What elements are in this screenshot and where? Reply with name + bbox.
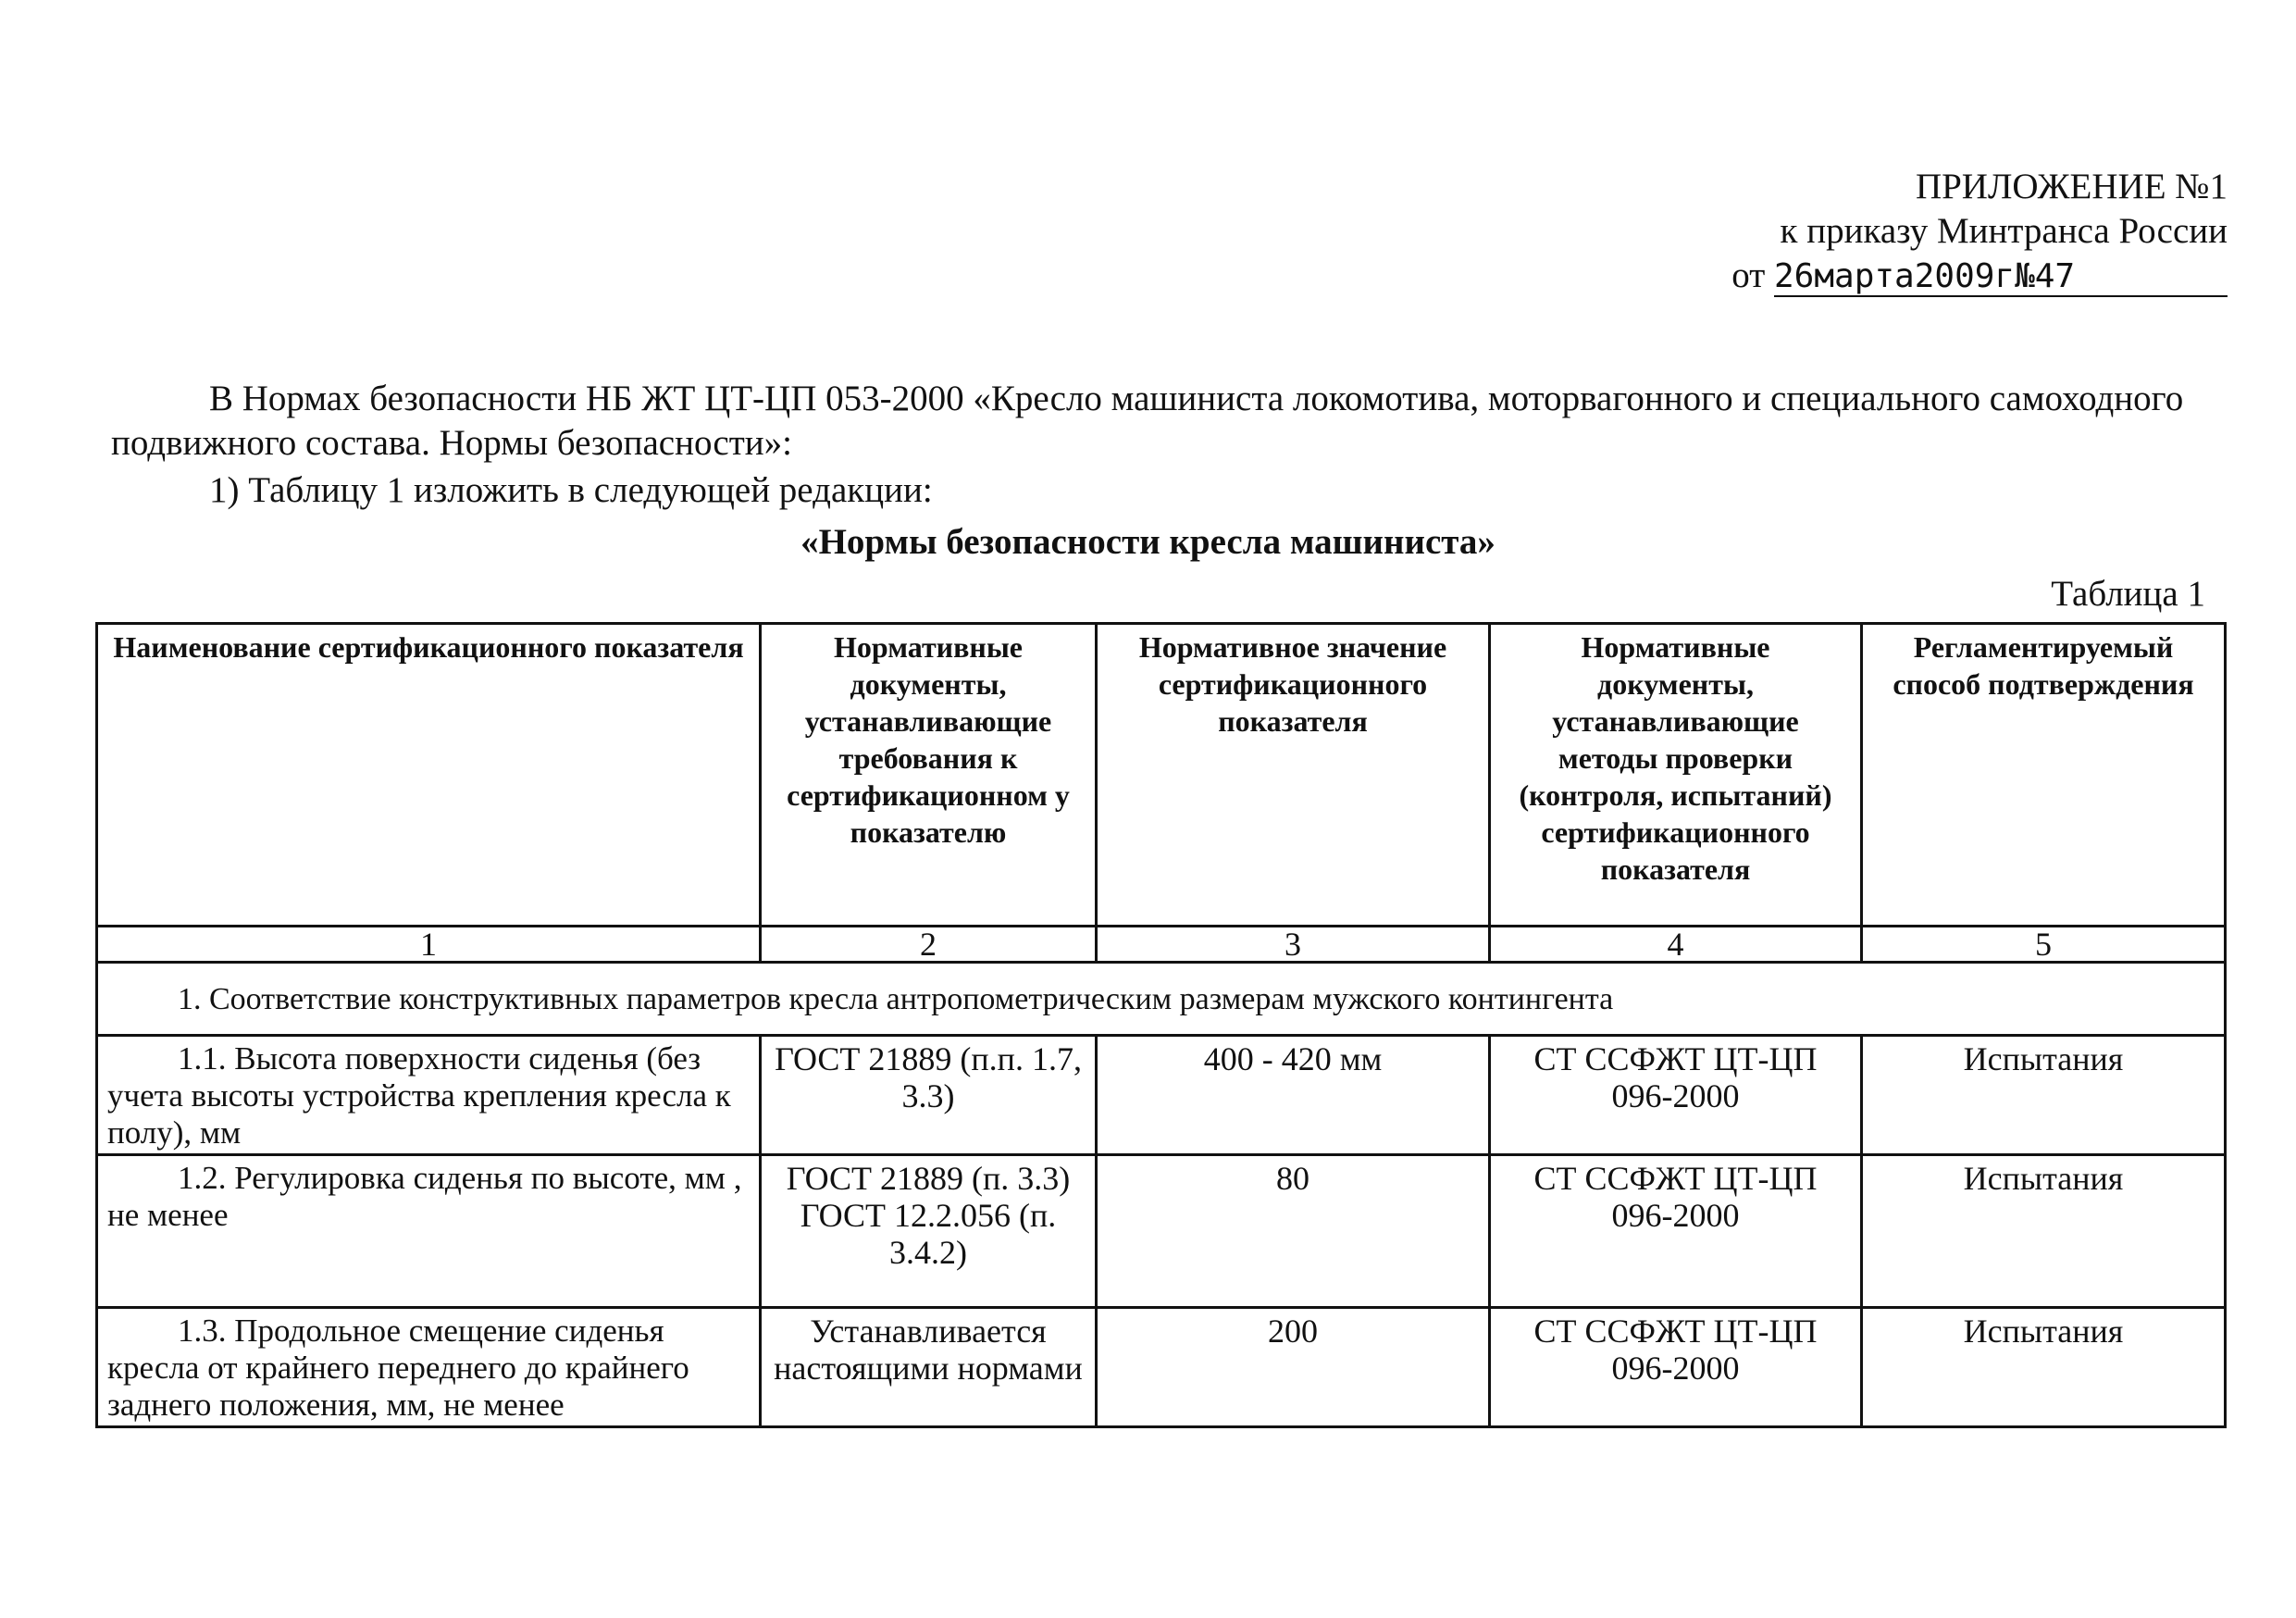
column-number: 5 [1862, 927, 2226, 963]
section-row [97, 963, 2226, 1036]
header-cell-confirmation: Регламентируемый способ подтверждения [1862, 624, 2226, 927]
row-value-cell: 200 [1097, 1308, 1490, 1427]
column-number: 1 [97, 927, 761, 963]
annex-date-value: 26марта2009г№47 [1774, 258, 2228, 297]
row-name-cell: 1.3. Продольное смещение сиденья кресла от крайнего переднего до крайнего заднего положения, мм, не менее [97, 1308, 761, 1427]
table-row [97, 1308, 2226, 1427]
header-cell-method-docs: Нормативные документы, устанавливающие методы проверки (контроля, испытаний) сертификационного показателя [1490, 624, 1862, 927]
row-confirm-cell: Испытания [1862, 1308, 2226, 1427]
row-confirm-cell: Испытания [1862, 1155, 2226, 1308]
amendment-item-1: 1) Таблицу 1 изложить в следующей редакции: [209, 470, 933, 510]
table-title: «Нормы безопасности кресла машиниста» [800, 522, 1496, 562]
row-docs-cell: ГОСТ 21889 (п. 3.3) ГОСТ 12.2.056 (п. 3.4.2) [761, 1155, 1097, 1308]
annex-date-line [1672, 254, 2228, 298]
row-methods-cell: СТ ССФЖТ ЦТ-ЦП 096-2000 [1490, 1036, 1862, 1155]
intro-paragraph: В Нормах безопасности НБ ЖТ ЦТ-ЦП 053-2000 «Кресло машиниста локомотива, моторвагонного и специального самоходного подвижного состава. Нормы безопасности»: [111, 379, 2184, 463]
row-methods-cell: СТ ССФЖТ ЦТ-ЦП 096-2000 [1490, 1155, 1862, 1308]
column-number: 3 [1097, 927, 1490, 963]
annex-block [1672, 165, 2228, 298]
header-cell-name: Наименование сертификационного показателя [97, 624, 761, 927]
column-number-row [97, 927, 2226, 963]
header-cell-norm-value: Нормативное значение сертификационного показателя [1097, 624, 1490, 927]
row-docs-cell: Устанавливается настоящими нормами [761, 1308, 1097, 1427]
row-docs-cell: ГОСТ 21889 (п.п. 1.7, 3.3) [761, 1036, 1097, 1155]
table-label: Таблица 1 [2051, 574, 2205, 614]
header-cell-req-docs: Нормативные документы, устанавливающие требования к сертификационном у показателю [761, 624, 1097, 927]
table-row [97, 1036, 2226, 1155]
header-row [97, 624, 2226, 927]
table-row [97, 1155, 2226, 1308]
annex-title: ПРИЛОЖЕНИЕ №1 [1915, 167, 2228, 206]
row-value-cell: 400 - 420 мм [1097, 1036, 1490, 1155]
row-name-cell: 1.1. Высота поверхности сиденья (без учета высоты устройства крепления кресла к полу), мм [97, 1036, 761, 1155]
row-value-cell: 80 [1097, 1155, 1490, 1308]
row-name-cell: 1.2. Регулировка сиденья по высоте, мм , не менее [97, 1155, 761, 1308]
section-heading: 1. Соответствие конструктивных параметров кресла антропометрическим размерам мужского контингента [97, 963, 2226, 1036]
row-confirm-cell: Испытания [1862, 1036, 2226, 1155]
column-number: 4 [1490, 927, 1862, 963]
norms-table [95, 622, 2227, 1428]
annex-order-ref: к приказу Минтранса России [1780, 211, 2228, 251]
row-methods-cell: СТ ССФЖТ ЦТ-ЦП 096-2000 [1490, 1308, 1862, 1427]
column-number: 2 [761, 927, 1097, 963]
annex-date-prefix: от [1731, 255, 1766, 295]
